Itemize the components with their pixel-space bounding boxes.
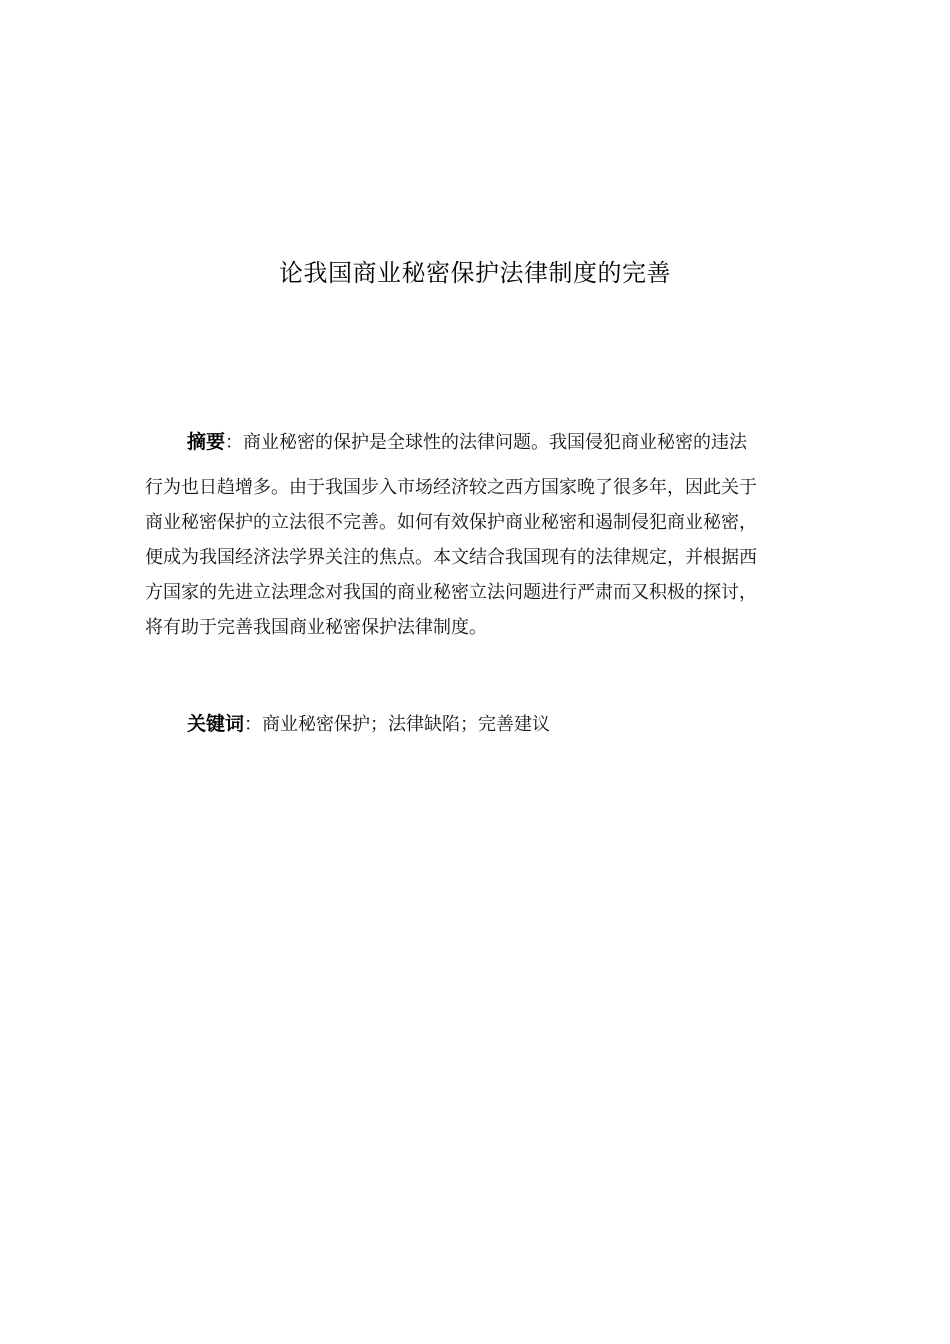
abstract-text-1: 商业秘密的保护是全球性的法律问题。我国侵犯商业秘密的违法 <box>243 432 748 453</box>
keywords-label: 关键词 <box>187 713 245 735</box>
abstract-line-4: 便成为我国经济法学界关注的焦点。本文结合我国现有的法律规定，并根据西 <box>145 547 757 568</box>
abstract-line-1 <box>145 425 807 460</box>
keywords-section <box>187 707 550 742</box>
abstract-label: 摘要 <box>187 431 226 453</box>
keywords-separator: ： <box>244 714 263 735</box>
abstract-line-3: 商业秘密保护的立法很不完善。如何有效保护商业秘密和遏制侵犯商业秘密， <box>145 512 757 533</box>
abstract-line-2: 行为也日趋增多。由于我国步入市场经济较之西方国家晚了很多年，因此关于 <box>145 477 757 498</box>
abstract-line-6: 将有助于完善我国商业秘密保护法律制度。 <box>145 617 487 638</box>
abstract-section <box>145 425 807 645</box>
keywords-text: 商业秘密保护；法律缺陷；完善建议 <box>262 714 551 735</box>
abstract-line-5: 方国家的先进立法理念对我国的商业秘密立法问题进行严肃而又积极的探讨， <box>145 582 757 603</box>
abstract-separator: ： <box>225 432 244 453</box>
document-title: 论我国商业秘密保护法律制度的完善 <box>279 259 671 287</box>
